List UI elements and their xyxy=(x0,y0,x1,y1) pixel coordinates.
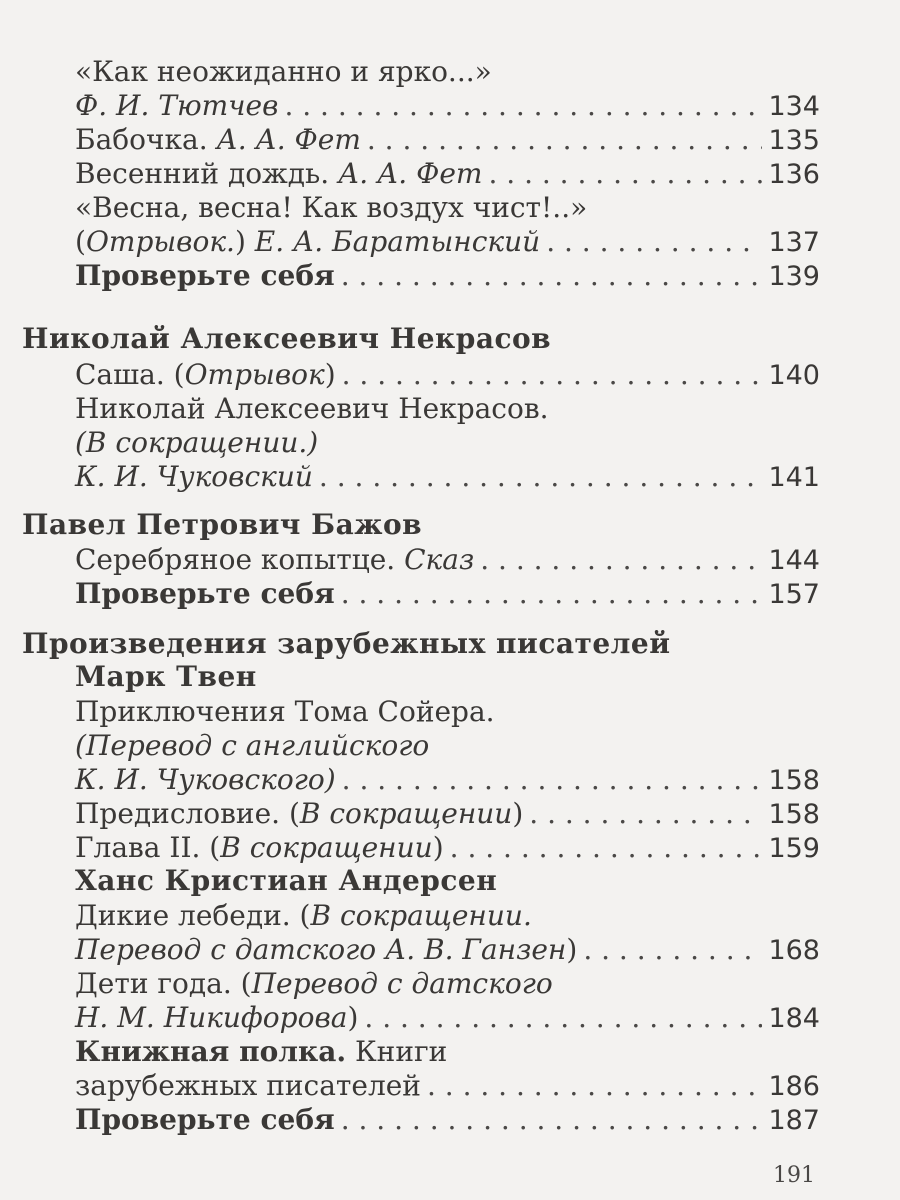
leader-dots xyxy=(342,358,763,392)
entry-author: К. И. Чуковский xyxy=(75,460,313,493)
entry-note: В сокращении. xyxy=(310,899,532,932)
entry-text xyxy=(75,831,444,865)
entry-text xyxy=(75,543,474,577)
page-ref: 158 xyxy=(768,765,820,796)
page-ref: 144 xyxy=(768,545,820,576)
toc-entry xyxy=(75,933,820,967)
toc-line xyxy=(75,899,820,933)
entry-note: (В сокращении.) xyxy=(75,426,319,459)
toc-entry xyxy=(75,797,820,831)
entry-text xyxy=(75,358,336,392)
toc-entry xyxy=(75,157,820,191)
leader-dots xyxy=(367,123,763,157)
leader-dots xyxy=(364,1001,762,1035)
toc-entry xyxy=(75,763,820,797)
page-ref: 137 xyxy=(768,227,820,258)
entry-title: «Как неожиданно и ярко...» xyxy=(75,55,492,88)
entry-note: Перевод с датского xyxy=(251,967,553,1000)
entry-title: Книги xyxy=(355,1035,448,1068)
paren: ) xyxy=(347,1001,359,1034)
toc-entry xyxy=(75,460,820,494)
check-yourself-label: Проверьте себя xyxy=(75,1103,335,1136)
page-ref: 159 xyxy=(768,833,820,864)
paren: ) xyxy=(566,933,578,966)
subsection-heading: Марк Твен xyxy=(75,660,257,693)
toc-line xyxy=(75,695,820,729)
subsection-heading: Ханс Кристиан Андерсен xyxy=(75,864,498,897)
page-ref: 157 xyxy=(768,579,820,610)
entry-title: Саша. ( xyxy=(75,358,185,391)
toc-entry xyxy=(75,1069,820,1103)
toc-entry-check xyxy=(75,1103,820,1137)
bookshelf-label: Книжная полка. xyxy=(75,1035,347,1068)
page-ref: 187 xyxy=(768,1105,820,1136)
entry-author: К. И. Чуковского) xyxy=(75,763,336,796)
entry-text xyxy=(75,933,577,967)
toc-line xyxy=(75,426,820,460)
entry-text xyxy=(75,797,523,831)
toc-line xyxy=(75,1035,820,1069)
leader-dots xyxy=(341,259,763,293)
leader-dots xyxy=(529,797,762,831)
entry-author: А. А. Фет xyxy=(216,123,361,156)
toc-entry xyxy=(75,358,820,392)
page-ref: 168 xyxy=(768,935,820,966)
page-ref: 135 xyxy=(768,125,820,156)
leader-dots xyxy=(488,157,762,191)
page-ref: 139 xyxy=(768,261,820,292)
page-ref: 158 xyxy=(768,799,820,830)
entry-note: Перевод с датского А. В. Ганзен xyxy=(75,933,567,966)
entry-title: Бабочка. xyxy=(75,123,208,156)
entry-title: Весенний дождь. xyxy=(75,157,330,190)
toc-entry xyxy=(75,831,820,865)
toc-line xyxy=(75,392,820,426)
entry-note: В сокращении xyxy=(299,797,513,830)
leader-dots xyxy=(319,460,763,494)
entry-title: Серебряное копытце. xyxy=(75,543,396,576)
toc-entry-check xyxy=(75,577,820,611)
entry-title: Николай Алексеевич Некрасов. xyxy=(75,392,549,425)
paren: ) xyxy=(432,831,444,864)
toc-entry xyxy=(75,225,820,259)
page-ref: 140 xyxy=(768,360,820,391)
page-ref: 184 xyxy=(768,1003,820,1034)
paren: ) xyxy=(324,358,336,391)
leader-dots xyxy=(342,763,763,797)
entry-title: Дети года. ( xyxy=(75,967,252,1000)
entry-author: А. А. Фет xyxy=(338,157,483,190)
page-number: 191 xyxy=(773,1163,815,1188)
paren: ) xyxy=(512,797,524,830)
entry-title: Приключения Тома Сойера. xyxy=(75,695,495,728)
entry-text xyxy=(75,1001,358,1035)
entry-author: Ф. И. Тютчев xyxy=(75,89,279,122)
toc-line xyxy=(75,55,820,89)
leader-dots xyxy=(427,1069,762,1103)
leader-dots xyxy=(341,577,763,611)
entry-note: В сокращении xyxy=(220,831,433,864)
page-ref: 136 xyxy=(768,159,820,190)
entry-title: Глава II. ( xyxy=(75,831,221,864)
entry-note: (Перевод с английского xyxy=(75,729,430,762)
entry-note: Сказ xyxy=(404,543,475,576)
entry-title: Предисловие. ( xyxy=(75,797,300,830)
page-ref: 186 xyxy=(768,1071,820,1102)
leader-dots xyxy=(583,933,762,967)
entry-title: зарубежных писателей xyxy=(75,1069,421,1102)
entry-note: Отрывок xyxy=(184,358,325,391)
leader-dots xyxy=(284,89,762,123)
toc-entry xyxy=(75,123,820,157)
entry-title: «Весна, весна! Как воздух чист!..» xyxy=(75,191,588,224)
toc-line xyxy=(75,967,820,1001)
page-ref: 134 xyxy=(768,91,820,122)
leader-dots xyxy=(480,543,762,577)
entry-note: Н. М. Никифорова xyxy=(75,1001,348,1034)
entry-text xyxy=(75,123,361,157)
check-yourself-label: Проверьте себя xyxy=(75,259,335,292)
paren: ( xyxy=(75,225,86,258)
section-heading: Произведения зарубежных писателей xyxy=(22,627,671,660)
check-yourself-label: Проверьте себя xyxy=(75,577,335,610)
section-heading: Павел Петрович Бажов xyxy=(22,508,423,541)
leader-dots xyxy=(341,1103,763,1137)
entry-text xyxy=(75,157,482,191)
entry-title: Дикие лебеди. ( xyxy=(75,899,311,932)
leader-dots xyxy=(450,831,763,865)
toc-entry-check xyxy=(75,259,820,293)
entry-author: Е. А. Баратынский xyxy=(254,225,541,258)
toc-entry xyxy=(75,1001,820,1035)
entry-text xyxy=(75,225,540,259)
toc-entry xyxy=(75,89,820,123)
toc-line xyxy=(75,729,820,763)
entry-note: Отрывок. xyxy=(85,225,235,258)
toc-line xyxy=(75,191,820,225)
leader-dots xyxy=(546,225,762,259)
section-heading: Николай Алексеевич Некрасов xyxy=(22,322,552,355)
page-ref: 141 xyxy=(768,462,820,493)
toc-entry xyxy=(75,543,820,577)
paren: ) xyxy=(234,225,246,258)
